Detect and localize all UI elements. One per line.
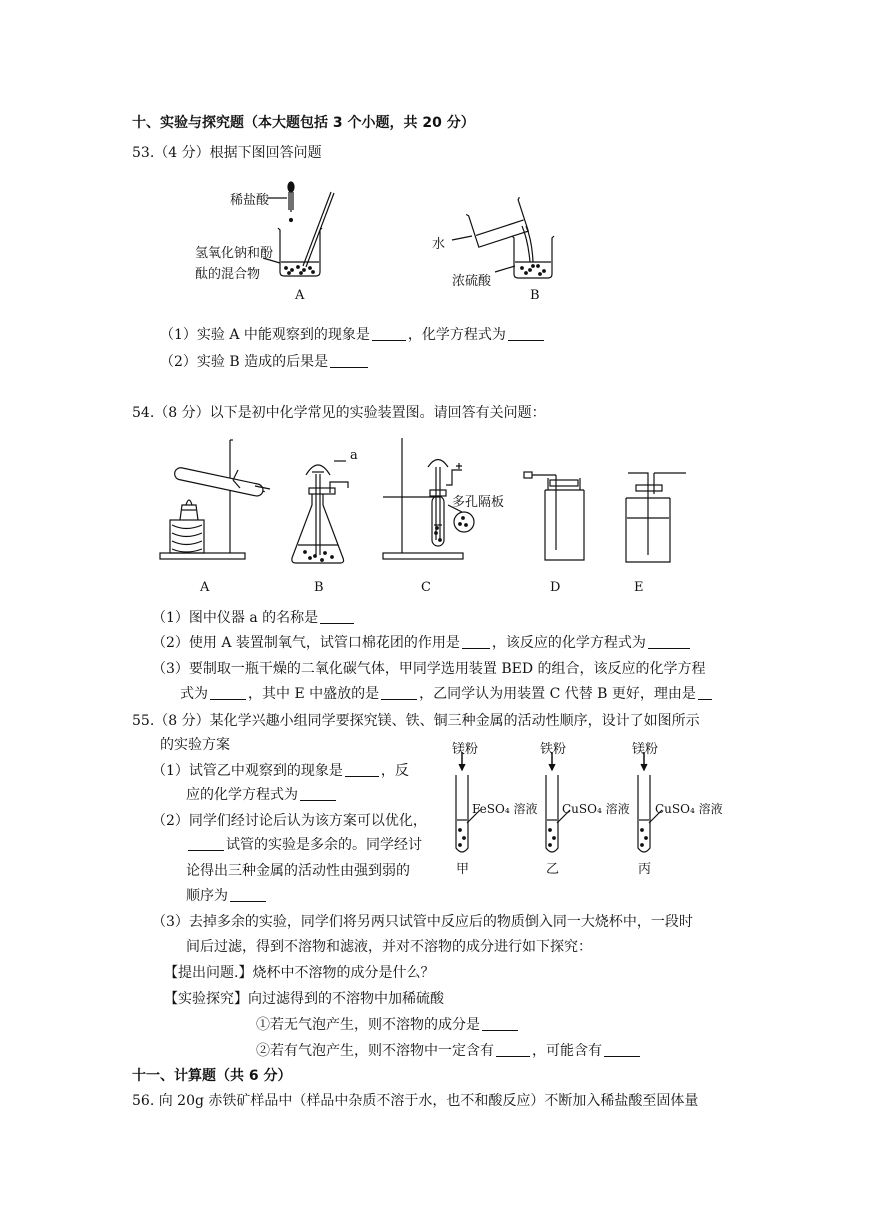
- q55-tube2-name: 乙: [546, 862, 560, 877]
- q53-caption-b: B: [530, 288, 540, 303]
- q54-stem: 54.（8 分）以下是初中化学常见的实验装置图。请回答有关问题：: [132, 405, 546, 421]
- q53-sub1-text-b: ，化学方程式为: [407, 327, 506, 343]
- q55-stem-line1: 55.（8 分）某化学兴趣小组同学要探究镁、铁、铜三种金属的活动性顺序，设计了如图所示: [132, 713, 700, 729]
- solid-particle: [549, 829, 552, 832]
- q55-tube2-metal: 铁粉: [540, 742, 567, 757]
- q54-caption-d: D: [550, 580, 561, 595]
- q55-tube1-solution: FeSO₄ 溶液: [472, 802, 538, 816]
- q55-tube3-name: 丙: [638, 862, 652, 877]
- solid-particle: [553, 837, 556, 840]
- q54-sub2-text-b: ，该反应的化学方程式为: [491, 635, 646, 651]
- q55-stem-line2: 的实验方案: [160, 737, 230, 753]
- q55-s1-text-b: ，反: [380, 763, 409, 779]
- q55-s2-line1: （2）同学们经讨论后认为该方案可以优化，: [152, 813, 427, 829]
- q55-s2-line3: 论得出三种金属的活动性由强到弱的: [186, 863, 410, 879]
- q53-sub1-text-a: （1）实验 A 中能观察到的现象是: [160, 327, 370, 343]
- solid-particle: [641, 844, 644, 847]
- q54-label-a: a: [350, 448, 358, 463]
- q55-s3-line1: （3）去掉多余的实验，同学们将另两只试管中反应后的物质倒入同一大烧杯中，一段时: [152, 914, 693, 930]
- q54-caption-e: E: [634, 580, 644, 595]
- q55-case1: [256, 1014, 520, 1034]
- q55-tube3-metal: 镁粉: [632, 742, 659, 757]
- q55-experiment-label: 【实验探究】向过滤得到的不溶物中加稀硫酸: [164, 991, 444, 1007]
- q55-tube2-solution: CuSO₄ 溶液: [562, 802, 630, 816]
- q56-stem: 56. 向 20g 赤铁矿样品中（样品中杂质不溶于水，也不和酸反应）不断加入稀盐酸至固体量: [132, 1093, 699, 1109]
- q55-tube1-metal: 镁粉: [452, 742, 479, 757]
- q55-case1-text: ①若无气泡产生，则不溶物的成分是: [256, 1017, 480, 1033]
- q55-question-label: 【提出问题.】烧杯中不溶物的成分是什么？: [164, 965, 435, 981]
- solid-particle: [645, 837, 648, 840]
- q54-sub3-text-a: 式为: [180, 686, 208, 702]
- q55-s1-text-a: （1）试管乙中观察到的现象是: [152, 763, 343, 779]
- q54-sub2-text-a: （2）使用 A 装置制氧气，试管口棉花团的作用是: [152, 635, 460, 651]
- solid-particle: [459, 844, 462, 847]
- q53-caption-a: A: [295, 288, 305, 303]
- q55-blank-6[interactable]: [496, 1042, 530, 1057]
- q55-s1-text-c: 应的化学方程式为: [186, 787, 298, 803]
- q53-sub2-text: （2）实验 B 造成的后果是: [160, 354, 329, 370]
- section-10-title: 十、实验与探究题（本大题包括 3 个小题，共 20 分）: [132, 115, 475, 131]
- q54-sub3-line1: （3）要制取一瓶干燥的二氧化碳气体，甲同学选用装置 BED 的组合，该反应的化学方程: [152, 661, 706, 677]
- solid-particle: [641, 829, 644, 832]
- q53-label-water: 水: [432, 237, 446, 252]
- q55-blank-5[interactable]: [482, 1016, 518, 1031]
- q55-tube3-solution: CuSO₄ 溶液: [655, 802, 723, 816]
- q55-s2-text-b: 试管的实验是多余的。同学经讨: [226, 837, 422, 853]
- solid-particle: [549, 844, 552, 847]
- q55-s2-text-d: 顺序为: [186, 888, 228, 904]
- q53-stem: 53.（4 分）根据下图回答问题: [132, 145, 322, 161]
- q54-sub1-text: （1）图中仪器 a 的名称是: [152, 610, 319, 626]
- q55-s3-line2: 间后过滤，得到不溶物和滤液，并对不溶物的成分进行如下探究：: [186, 939, 592, 955]
- q55-tube1-name: 甲: [456, 862, 470, 877]
- q54-label-porous-plate: 多孔隔板: [452, 495, 505, 510]
- q53-label-mixture-line1: 氢氧化钠和酚: [195, 246, 274, 261]
- q54-sub3-text-b: ，其中 E 中盛放的是: [248, 686, 380, 702]
- q54-caption-b: B: [314, 580, 324, 595]
- solid-particle: [463, 837, 466, 840]
- q55-case2-text-a: ②若有气泡产生，则不溶物中一定含有: [256, 1043, 494, 1059]
- q54-caption-a: A: [200, 580, 210, 595]
- section-11-title: 十一、计算题（共 6 分）: [132, 1068, 292, 1084]
- q54-sub3-text-c: ，乙同学认为用装置 C 代替 B 更好，理由是: [419, 686, 696, 702]
- q55-case2: [256, 1040, 642, 1060]
- q53-label-dilute-hcl: 稀盐酸: [230, 193, 270, 208]
- q53-label-conc-h2so4: 浓硫酸: [452, 274, 492, 289]
- q55-case2-text-b: ，可能含有: [532, 1043, 602, 1059]
- q53-label-mixture-line2: 酞的混合物: [195, 267, 261, 282]
- q55-blank-7[interactable]: [604, 1042, 640, 1057]
- q54-caption-c: C: [421, 580, 431, 595]
- solid-particle: [459, 829, 462, 832]
